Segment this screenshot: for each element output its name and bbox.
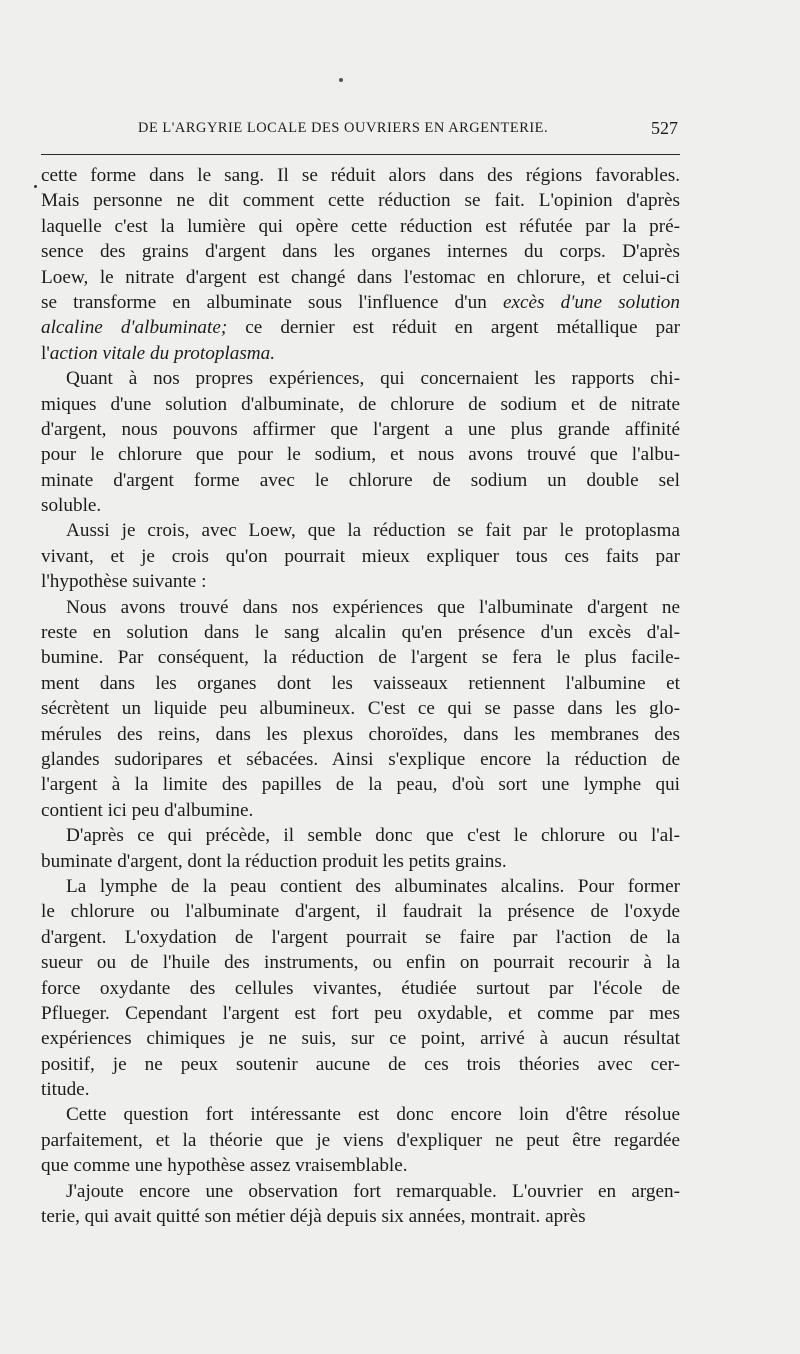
text-line: positif, je ne peux soutenir aucune de ces trois théories avec cer- [41,1053,680,1075]
text-line: Aussi je crois, avec Loew, que la réduction se fait par le protoplasma [66,520,680,542]
text-line: force oxydante des cellules vivantes, étudiée surtout par l'école de [41,977,680,999]
header-rule [41,154,680,155]
text-line: miques d'une solution d'albuminate, de chlorure de sodium et de nitrate [41,393,680,415]
text-line: le chlorure ou l'albuminate d'argent, il faudrait la présence de l'oxyde [41,901,680,923]
text-line: sueur ou de l'huile des instruments, ou enfin on pourrait recourir à la [41,952,680,974]
text-line: contient ici peu d'albumine. [41,799,254,821]
text-line: terie, qui avait quitté son métier déjà depuis six années, montrait. après [41,1206,586,1228]
text-line: Loew, le nitrate d'argent est changé dans l'estomac en chlorure, et celui-ci [41,266,680,288]
paper-speck [339,78,343,82]
paragraph [41,518,680,594]
paragraph [41,163,680,366]
body-text [41,163,680,1229]
text-line: soluble. [41,495,102,517]
text-line: parfaitement, et la théorie que je viens d'expliquer ne peut être regardée [41,1129,680,1151]
page-number: 527 [651,118,678,138]
text-line: Cette question fort intéressante est donc encore loin d'être résolue [66,1104,680,1126]
text-line: sécrètent un liquide peu albumineux. C'est ce qui se passe dans les glo- [41,698,680,720]
paragraph [41,595,680,824]
running-title: DE L'ARGYRIE LOCALE DES OUVRIERS EN ARGENTERIE. [138,120,549,136]
text-line: l'action vitale du protoplasma. [41,342,276,364]
text-line: Nous avons trouvé dans nos expériences que l'albuminate d'argent ne [66,596,680,618]
text-line: d'argent. L'oxydation de l'argent pourrait se faire par l'action de la [41,926,680,948]
text-line: La lymphe de la peau contient des albuminates alcalins. Pour former [66,875,680,897]
margin-mark [34,185,37,188]
text-line: Pflueger. Cependant l'argent est fort peu oxydable, et comme par mes [41,1002,680,1024]
text-line: vivant, et je crois qu'on pourrait mieux expliquer tous ces faits par [41,545,680,567]
paragraph [41,823,680,874]
text-line: titude. [41,1079,90,1101]
text-line: se transforme en albuminate sous l'influence d'un excès d'une solution [41,291,680,313]
paragraph [41,1179,680,1230]
text-line: bumine. Par conséquent, la réduction de l'argent se fera le plus facile- [41,647,680,669]
text-line: alcaline d'albuminate; ce dernier est réduit en argent métallique par [41,317,680,339]
paragraph [41,366,680,518]
text-line: J'ajoute encore une observation fort remarquable. L'ouvrier en argen- [66,1180,680,1202]
paragraph [41,874,680,1103]
paragraph [41,1102,680,1178]
text-line: l'hypothèse suivante : [41,571,207,593]
running-head [138,118,678,140]
text-line: D'après ce qui précède, il semble donc que c'est le chlorure ou l'al- [66,825,680,847]
text-line: expériences chimiques je ne suis, sur ce point, arrivé à aucun résultat [41,1028,680,1050]
text-line: Mais personne ne dit comment cette réduction se fait. L'opinion d'après [41,190,680,212]
text-line: cette forme dans le sang. Il se réduit alors dans des régions favorables. [41,165,680,186]
text-line: l'argent à la limite des papilles de la peau, d'où sort une lymphe qui [41,774,680,796]
text-line: buminate d'argent, dont la réduction produit les petits grains. [41,850,507,872]
text-line: Quant à nos propres expériences, qui concernaient les rapports chi- [66,368,680,390]
text-line: pour le chlorure que pour le sodium, et nous avons trouvé que l'albu- [41,444,680,466]
text-line: glandes sudoripares et sébacées. Ainsi s'explique encore la réduction de [41,748,680,770]
text-line: reste en solution dans le sang alcalin qu'en présence d'un excès d'al- [41,622,680,644]
text-line: sence des grains d'argent dans les organes internes du corps. D'après [41,241,680,263]
text-line: laquelle c'est la lumière qui opère cette réduction est réfutée par la pré- [41,215,680,237]
text-line: minate d'argent forme avec le chlorure de sodium un double sel [41,469,680,491]
text-line: que comme une hypothèse assez vraisemblable. [41,1155,408,1177]
text-line: d'argent, nous pouvons affirmer que l'argent a une plus grande affinité [41,418,680,440]
text-line: mérules des reins, dans les plexus choroïdes, dans les membranes des [41,723,680,745]
text-line: ment dans les organes dont les vaisseaux retiennent l'albumine et [41,672,680,694]
